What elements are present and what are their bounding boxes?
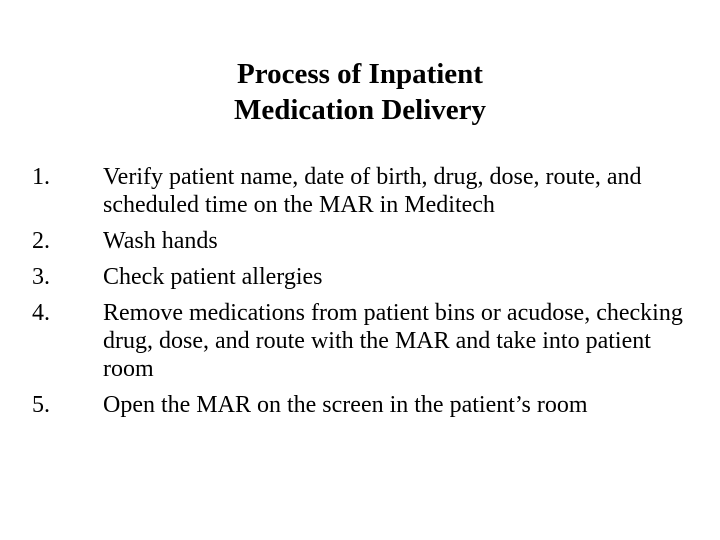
step-text: Wash hands [103,228,218,254]
step-text: Remove medications from patient bins or acudose, checking drug, dose, and route with the MAR and take into patient room [103,300,683,382]
step-number: 2. [32,228,50,254]
step-number: 5. [32,392,50,418]
slide-title [0,56,720,128]
step-number: 1. [32,164,50,190]
step-number: 3. [32,264,50,290]
step-item [32,391,692,419]
step-number: 4. [32,300,50,326]
step-text: Verify patient name, date of birth, drug, dose, route, and scheduled time on the MAR in Meditech [103,164,642,218]
step-item [32,299,692,383]
steps-list [32,163,692,427]
slide-title-line-2: Medication Delivery [233,94,487,126]
step-item [32,227,692,255]
step-text: Check patient allergies [103,264,323,290]
step-text: Open the MAR on the screen in the patient’s room [103,392,588,418]
step-item [32,163,692,219]
step-item [32,263,692,291]
slide-title-line-1: Process of Inpatient [237,58,483,90]
